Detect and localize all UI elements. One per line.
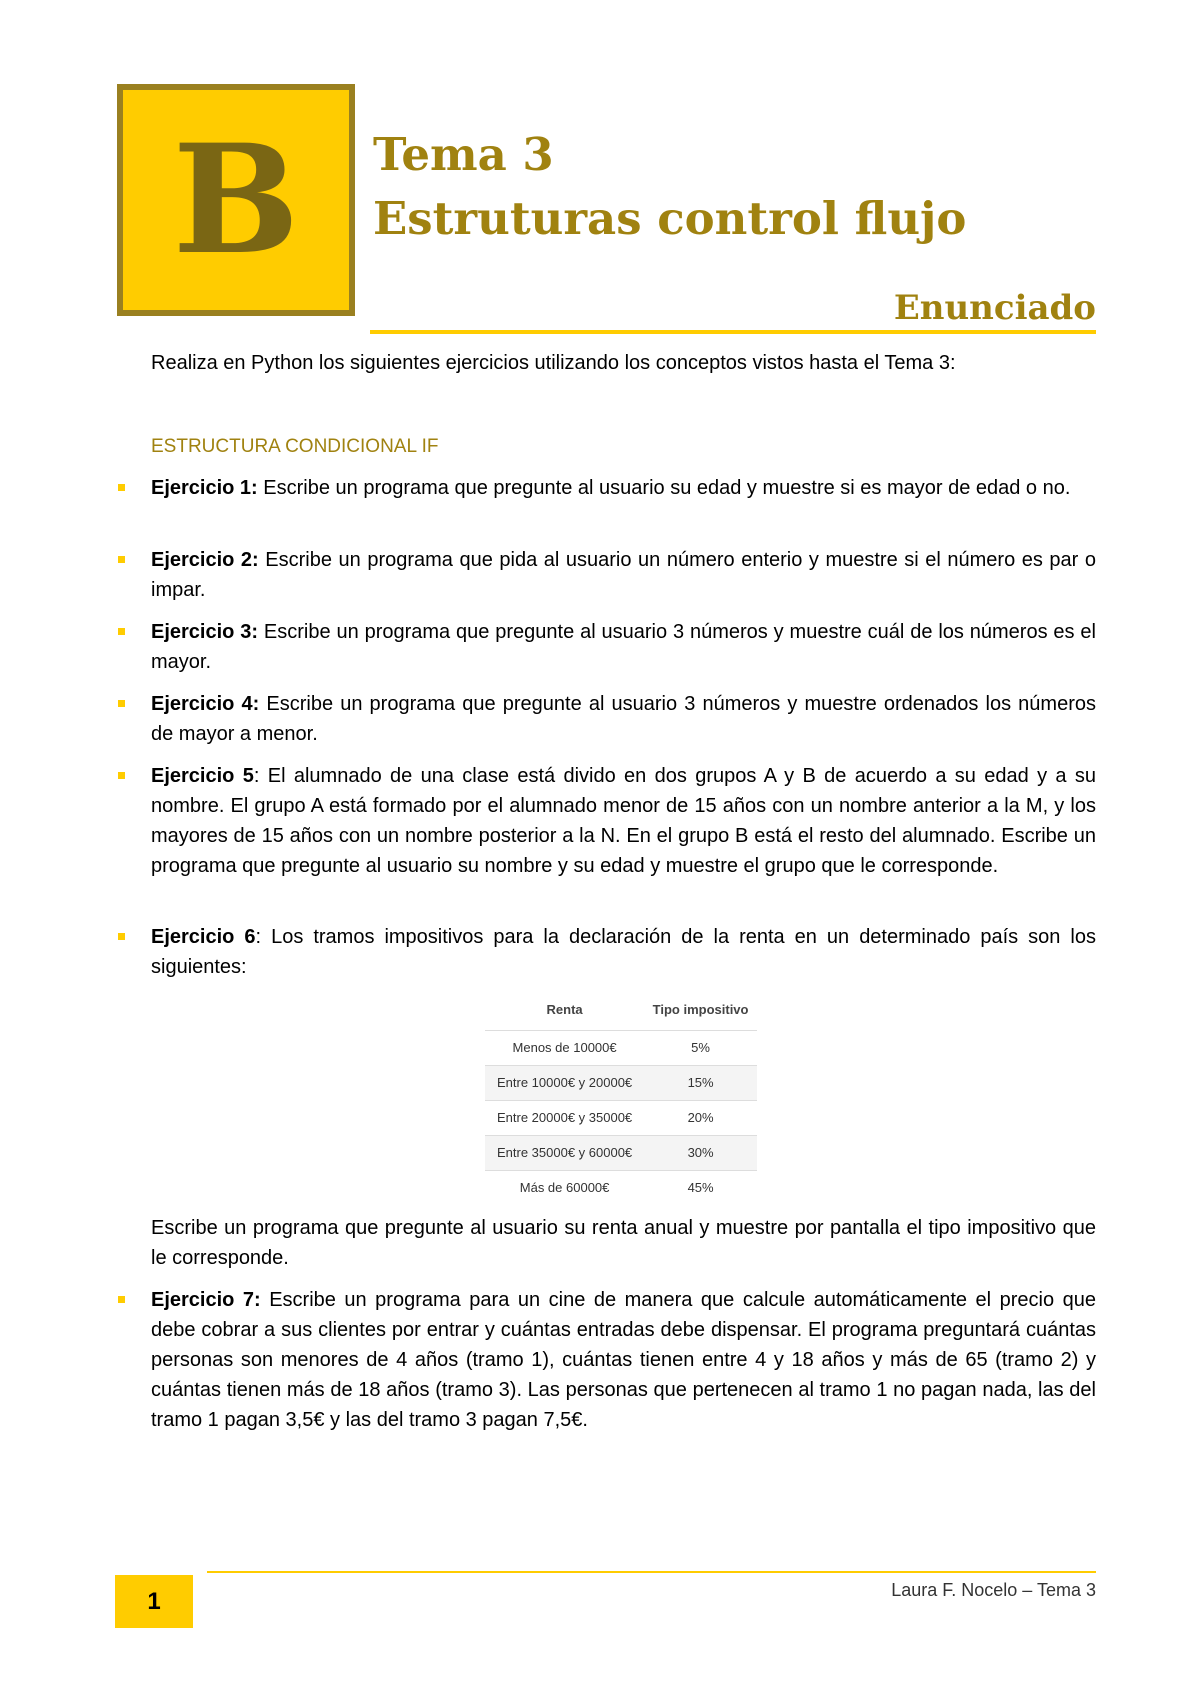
page-number: 1 bbox=[115, 1575, 193, 1628]
section-heading: ESTRUCTURA CONDICIONAL IF bbox=[151, 436, 439, 457]
exercise-6-followup: Escribe un programa que pregunte al usuario su renta anual y muestre por pantalla el tipo impositivo que le corresponde. bbox=[151, 1217, 1096, 1269]
exercise-4: Ejercicio 4: Escribe un programa que pregunte al usuario 3 números y muestre ordenados los números de mayor a menor. bbox=[151, 689, 1096, 749]
bullet-icon bbox=[118, 484, 125, 491]
footer-author: Laura F. Nocelo – Tema 3 bbox=[891, 1580, 1096, 1600]
exercise-1: Ejercicio 1: Escribe un programa que pregunte al usuario su edad y muestre si es mayor de edad o no. bbox=[151, 473, 1096, 503]
exercise-6: Ejercicio 6: Los tramos impositivos para la declaración de la renta en un determinado país son los siguientes: bbox=[151, 922, 1096, 982]
exercise-7: Ejercicio 7: Escribe un programa para un cine de manera que calcule automáticamente el precio que debe cobrar a sus clientes por entrar y cuántas entradas debe dispensar. El programa preguntará cuántas personas son menores de 4 años (tramo 1), cuántas tienen entre 4 y 18 años y más de 65 (tramo 2) y cuántas tienen más de 18 años (tramo 3). Las personas que pertenecen al tramo 1 no pagan nada, las del tramo 1 pagan 3,5€ y las del tramo 3 pagan 7,5€. bbox=[151, 1285, 1096, 1435]
exercise-3: Ejercicio 3: Escribe un programa que pregunte al usuario 3 números y muestre cuál de los números es el mayor. bbox=[151, 617, 1096, 677]
exercise-5: Ejercicio 5: El alumnado de una clase está divido en dos grupos A y B de acuerdo a su edad y a su nombre. El grupo A está formado por el alumnado menor de 15 años con un nombre anterior a la M, y los mayores de 15 años con un nombre posterior a la N. En el grupo B está el resto del alumnado. Escribe un programa que pregunte al usuario su nombre y su edad y muestre el grupo que le corresponde. bbox=[151, 761, 1096, 881]
section-subtitle: Enunciado bbox=[893, 288, 1096, 328]
bullet-icon bbox=[118, 1296, 125, 1303]
bullet-icon bbox=[118, 700, 125, 707]
chapter-title: Estruturas control flujo bbox=[373, 192, 967, 245]
bullet-icon bbox=[118, 628, 125, 635]
exercise-2: Ejercicio 2: Escribe un programa que pida al usuario un número enterio y muestre si el número es par o impar. bbox=[151, 545, 1096, 605]
intro-text: Realiza en Python los siguientes ejercicios utilizando los conceptos vistos hasta el Tema 3: bbox=[151, 352, 956, 374]
tax-table: Renta Tipo impositivo Menos de 10000€ 5% Entre 10000€ y 20000€ 15% Entre 20000€ y 35000€ 20% Entre 35000€ y 60000€ 30% Más de 60000€ 45% bbox=[485, 990, 757, 1205]
chapter-number: Tema 3 bbox=[373, 128, 554, 181]
bullet-icon bbox=[118, 772, 125, 779]
bullet-icon bbox=[118, 933, 125, 940]
bullet-icon bbox=[118, 556, 125, 563]
footer-rule bbox=[207, 1571, 1096, 1573]
chapter-logo bbox=[117, 84, 355, 316]
chapter-letter: B bbox=[172, 112, 300, 288]
header-rule bbox=[370, 330, 1096, 334]
